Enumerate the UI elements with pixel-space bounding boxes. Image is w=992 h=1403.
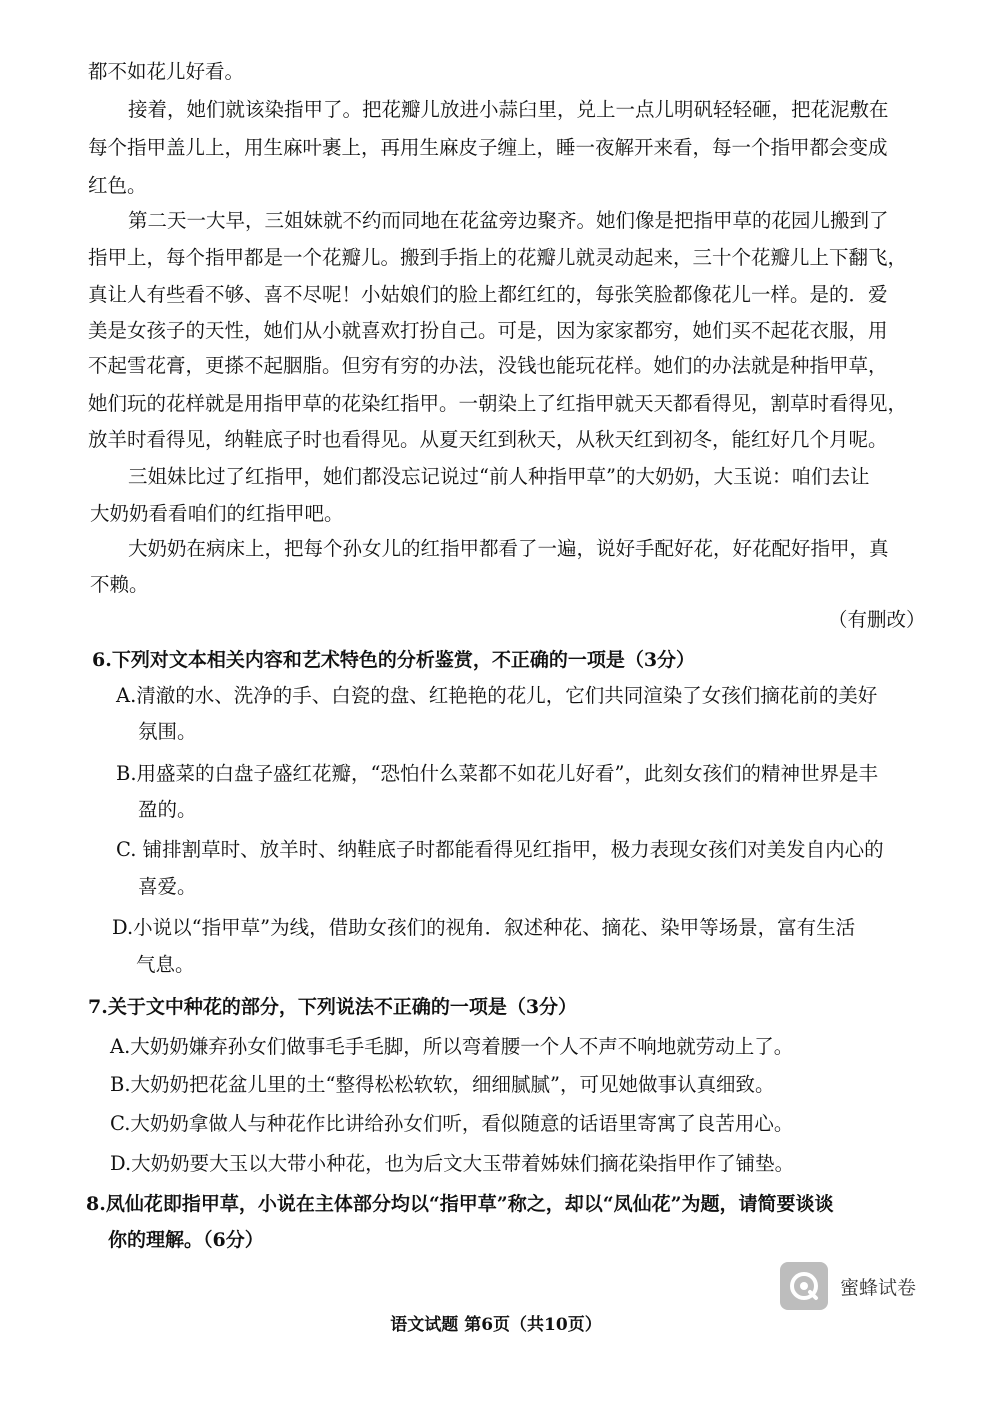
passage-line: 真让人有些看不够、喜不尽呢！小姑娘们的脸上都红红的，每张笑脸都像花儿一样。是的．爱: [88, 283, 888, 306]
passage-line: 不起雪花膏，更搽不起胭脂。但穷有穷的办法，没钱也能玩花样。她们的办法就是种指甲草，: [88, 354, 888, 377]
passage-line: 她们玩的花样就是用指甲草的花染红指甲。一朝染上了红指甲就天天都看得见，割草时看得见，: [88, 392, 908, 415]
option-c-cont: 喜爱。: [138, 875, 197, 898]
passage-line: 接着，她们就该染指甲了。把花瓣儿放进小蒜臼里，兑上一点儿明矾轻轻砸，把花泥敷在: [128, 98, 889, 121]
option-d: D.小说以“指甲草”为线，借助女孩们的视角．叙述种花、摘花、染甲等场景，富有生活: [112, 916, 856, 939]
option-b: B.大奶奶把花盆儿里的土“整得松松软软，细细腻腻”，可见她做事认真细致。: [110, 1073, 775, 1096]
option-c: C.大奶奶拿做人与种花作比讲给孙女们听，看似随意的话语里寄寓了良苦用心。: [110, 1112, 794, 1135]
source-note: （有删改）: [828, 608, 926, 631]
watermark-text: 蜜蜂试卷: [840, 1277, 917, 1299]
passage-line: 每个指甲盖儿上，用生麻叶裹上，再用生麻皮子缠上，睡一夜解开来看，每一个指甲都会变成: [88, 136, 888, 159]
passage-line: 大奶奶在病床上，把每个孙女儿的红指甲都看了一遍，说好手配好花，好花配好指甲，真: [128, 537, 889, 560]
passage-line: 都不如花儿好看。: [88, 60, 245, 83]
question-stem: 8.凤仙花即指甲草，小说在主体部分均以“指甲草”称之，却以“凤仙花”为题，请简要谈谈: [86, 1193, 834, 1215]
passage-line: 大奶奶看看咱们的红指甲吧。: [90, 502, 344, 525]
option-a-cont: 氛围。: [138, 720, 197, 743]
option-b: B.用盛菜的白盘子盛红花瓣，“恐怕什么菜都不如花儿好看”，此刻女孩们的精神世界是丰: [116, 762, 878, 785]
page-footer: 语文试题 第6页（共10页）: [390, 1315, 602, 1335]
question-stem: 7.关于文中种花的部分，下列说法不正确的一项是（3分）: [88, 996, 578, 1018]
option-d-cont: 气息。: [136, 953, 195, 976]
option-d: D.大奶奶要大玉以大带小种花，也为后文大玉带着姊妹们摘花染指甲作了铺垫。: [110, 1152, 795, 1175]
option-b-cont: 盈的。: [138, 798, 197, 821]
passage-line: 第二天一大早，三姐妹就不约而同地在花盆旁边聚齐。她们像是把指甲草的花园儿搬到了: [128, 209, 889, 232]
question-stem-cont: 你的理解。（6分）: [108, 1229, 264, 1251]
option-a: A.清澈的水、洗净的手、白瓷的盘、红艳艳的花儿，它们共同渲染了女孩们摘花前的美好: [116, 684, 878, 707]
passage-line: 红色。: [88, 174, 147, 197]
bee-logo-icon: [780, 1262, 828, 1310]
passage-line: 美是女孩子的天性，她们从小就喜欢打扮自己。可是，因为家家都穷，她们买不起花衣服，用: [88, 319, 888, 342]
option-c: C. 铺排割草时、放羊时、纳鞋底子时都能看得见红指甲，极力表现女孩们对美发自内心的: [116, 838, 884, 861]
option-a: A.大奶奶嫌弃孙女们做事毛手毛脚，所以弯着腰一个人不声不响地就劳动上了。: [110, 1035, 794, 1058]
passage-line: 不赖。: [90, 573, 149, 596]
passage-line: 放羊时看得见，纳鞋底子时也看得见。从夏天红到秋天，从秋天红到初冬，能红好几个月呢。: [88, 428, 888, 451]
question-stem: 6.下列对文本相关内容和艺术特色的分析鉴赏，不正确的一项是（3分）: [92, 649, 696, 671]
passage-line: 指甲上，每个指甲都是一个花瓣儿。搬到手指上的花瓣儿就灵动起来，三十个花瓣儿上下翻飞，: [88, 246, 908, 269]
passage-line: 三姐妹比过了红指甲，她们都没忘记说过“前人种指甲草”的大奶奶，大玉说：咱们去让: [128, 465, 870, 488]
